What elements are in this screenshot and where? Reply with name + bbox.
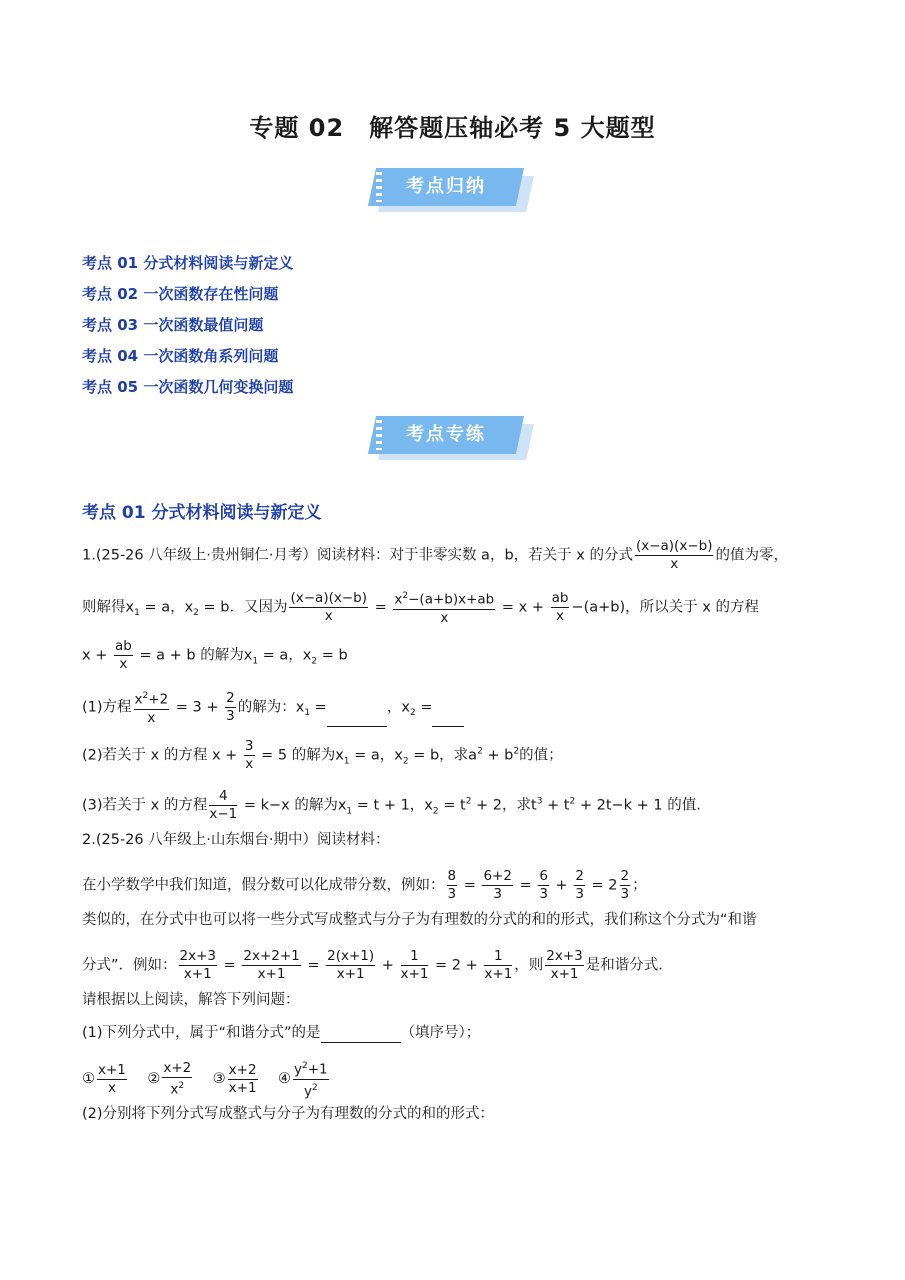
- q2-options: ① $\frac{x+1}{x}$ ② $\frac{x+2}{x^2}$ ③ $\frac{x+2}{x+1}$ ④ $\frac{y^2+1}{y^2}$: [82, 1059, 328, 1099]
- q2-line-4: 分式”．例如： $\frac{2x+3}{x+1}$ = $\frac{2x+2+1}{x+1}$ = $\frac{2(x+1)}{x+1}$ + $\frac{1}{x+1}$ = 2 + $\frac{1}{x+1}$ ，则 $\frac{2x+3}{x+1}$ 是和谐分式．: [82, 948, 673, 982]
- q2-part-2: (2)分别将下列分式写成整式与分子为有理数的分式的和的形式：: [82, 1106, 495, 1122]
- q2-line-5: 请根据以上阅读，解答下列问题：: [82, 992, 300, 1008]
- q2-line-3: 类似的，在分式中也可以将一些分式写成整式与分子为有理数的分式的和的形式，我们称这个分式为“和谐: [82, 912, 757, 928]
- badge-summary-label: 考点归纳: [406, 176, 486, 197]
- badge-summary: [372, 168, 532, 212]
- q1-line-3: x + $\frac{ab}{x}$ = a + b 的解为$x_1 = a$，$x_2 = b$: [82, 638, 348, 672]
- q1-line-2: 则解得$x_1 = a$，$x_2 = b$．又因为 $\frac{(x-a)(x-b)}{x}$ = $\frac{x^2-(a+b)x+ab}{x}$ = x + $\frac{ab}{x}$ −(a+b)，所以关于 x 的方程: [82, 589, 759, 626]
- toc-item-4: 考点 04 一次函数角系列问题: [82, 347, 279, 365]
- q1-part-1: (1)方程 $\frac{x^2+2}{x}$ = 3 + $\frac{2}{3}$ 的解为：$x_1$ = ，$x_2$ =: [82, 688, 464, 727]
- answer-blank-x1[interactable]: [327, 706, 387, 727]
- badge-practice-label: 考点专练: [406, 424, 486, 445]
- answer-blank-choice[interactable]: [321, 1022, 401, 1043]
- toc-item-5: 考点 05 一次函数几何变换问题: [82, 378, 294, 396]
- q1-line-1: 1.(25-26 八年级上·贵州铜仁·月考）阅读材料：对于非零实数 a，b，若关于 x 的分式 $\frac{(x-a)(x-b)}{x}$ 的值为零，: [82, 538, 788, 572]
- toc-item-2: 考点 02 一次函数存在性问题: [82, 285, 279, 303]
- q2-line-1: 2.(25-26 八年级上·山东烟台·期中）阅读材料：: [82, 832, 390, 848]
- q1-part-2: (2)若关于 x 的方程 x + $\frac{3}{x}$ = 5 的解为$x_1 = a$，$x_2 = b$，求$a^2 + b^2$的值；: [82, 738, 563, 772]
- answer-blank-x2[interactable]: [432, 706, 464, 727]
- toc-item-3: 考点 03 一次函数最值问题: [82, 316, 264, 334]
- q1-part-3: (3)若关于 x 的方程 $\frac{4}{x-1}$ = k−x 的解为$x_1 = t + 1$，$x_2 = t^2 + 2$，求$t^3 + t^2 + 2t-k + 1$ 的值.: [82, 788, 701, 822]
- page-title: 专题 02 解答题压轴必考 5 大题型: [249, 114, 656, 142]
- q2-part-1: (1)下列分式中，属于“和谐分式”的是 （填序号）；: [82, 1022, 480, 1043]
- q2-line-2: 在小学数学中我们知道，假分数可以化成带分数，例如： $\frac{8}{3}$ = $\frac{6+2}{3}$ = $\frac{6}{3}$ + $\frac{2}{3}$ = 2 $\frac{2}{3}$ ；: [82, 868, 647, 902]
- section-title: 考点 01 分式材料阅读与新定义: [82, 503, 322, 523]
- toc-item-1: 考点 01 分式材料阅读与新定义: [82, 254, 294, 272]
- badge-practice: [372, 416, 532, 460]
